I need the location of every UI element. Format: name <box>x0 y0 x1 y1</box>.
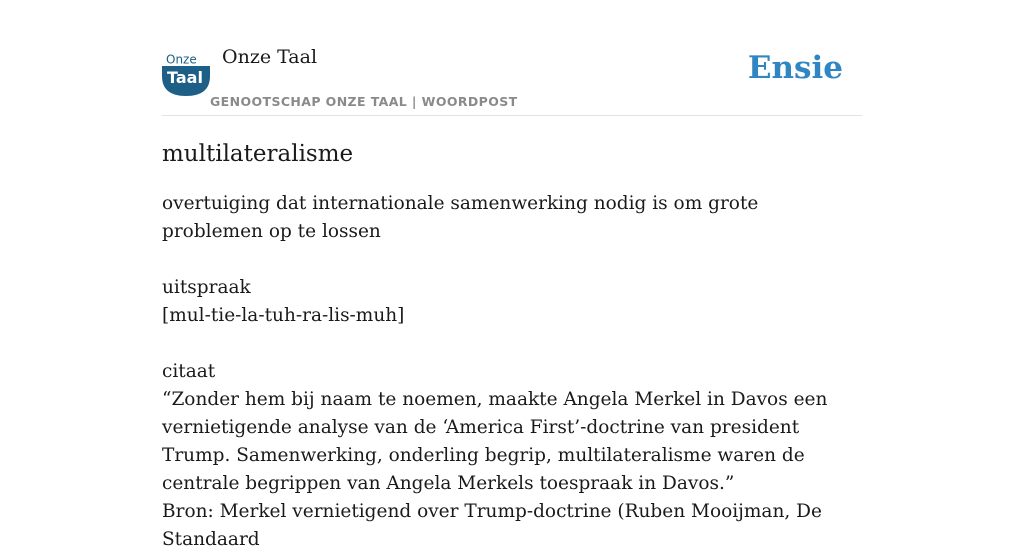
entry-content <box>162 138 862 554</box>
entry-definition: overtuiging dat internationale samenwerking nodig is om grote problemen op te lossen <box>162 193 759 242</box>
ensie-brand-link[interactable]: Ensie <box>747 50 843 86</box>
onze-taal-logo[interactable] <box>162 52 210 96</box>
entry-term: multilateralisme <box>162 141 354 167</box>
spacer <box>162 330 862 358</box>
logo-word-onze: Onze <box>166 52 197 67</box>
spacer <box>162 246 862 274</box>
pronunciation-value: [mul-tie-la-tuh-ra-lis-muh] <box>162 305 405 326</box>
site-subtitle: GENOOTSCHAP ONZE TAAL | WOORDPOST <box>210 94 518 109</box>
site-header <box>162 40 862 116</box>
quote-text: “Zonder hem bij naam te noemen, maakte Angela Merkel in Davos een vernietigende analyse van de ‘America First’-doctrine van president Trump. Samenwerking, onderling begrip, multilateralisme waren de centrale begrippen van Angela Merkels toespraak in Davos.” <box>162 389 828 494</box>
logo-word-taal: Taal <box>167 68 203 87</box>
quote-label: citaat <box>162 361 216 382</box>
quote-source: Bron: Merkel vernietigend over Trump-doctrine (Ruben Mooijman, De Standaard <box>162 501 822 550</box>
site-name-link[interactable]: Onze Taal <box>222 46 318 68</box>
entry-body <box>162 190 862 554</box>
pronunciation-label: uitspraak <box>162 277 251 298</box>
